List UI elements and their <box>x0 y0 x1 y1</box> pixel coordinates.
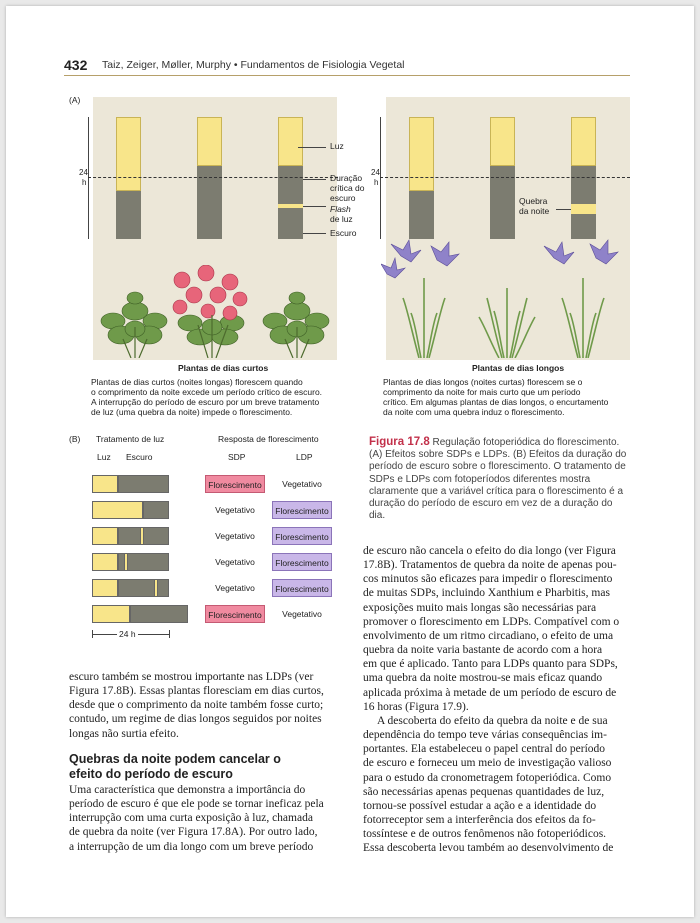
heading-line: efeito do período de escuro <box>69 767 233 781</box>
page-number: 432 <box>64 57 88 73</box>
dark-segment <box>143 501 169 519</box>
text-line: desde que o comprimento da noite também fosse curto; <box>69 699 324 712</box>
critical-dark-line-left <box>88 177 338 178</box>
critical-dark-line-right <box>380 177 630 178</box>
ldp-plant-flowering <box>381 238 467 358</box>
legend-luz: Luz <box>330 141 344 151</box>
text-line: interrupção com uma curta exposição à luz, chamada <box>69 812 313 825</box>
left-paragraph-2 <box>69 783 324 854</box>
section-heading <box>69 752 281 782</box>
text-line: período de escuro é que ele pode se tornar ineficaz pela <box>69 798 324 811</box>
running-header <box>64 57 630 76</box>
light-period <box>197 117 222 166</box>
legend-flash: Flash <box>330 204 351 214</box>
text-line: envolvimento de um ritmo circadiano, o efeito de uma <box>363 629 614 642</box>
text-line: Figura 17.8B). Essas plantas floresciam em dias curtos, <box>69 685 324 698</box>
light-period <box>116 117 141 191</box>
text-line: A descoberta do efeito da quebra da noite e de sua <box>377 714 608 727</box>
legend-duracao-1: Duração <box>330 173 363 183</box>
text-line: de escuro não cancela o efeito do dia longo (ver Figura <box>363 545 616 557</box>
leader-luz <box>298 147 326 148</box>
text-line: de muitas SDPs, incluindo Xanthium e Pharbitis, mas <box>363 587 610 600</box>
text-line: em que é aplicado. Tanto para LDPs quanto para SDPs, <box>363 658 618 671</box>
dark-period <box>116 191 141 239</box>
text-line: tossíntese e de outros fenômenos não fotoperiódicos. <box>363 828 607 841</box>
legend-b-luz: Luz <box>97 452 111 462</box>
figure-caption <box>369 436 631 522</box>
long-day-caption-2: comprimento da noite for mais curto que um período <box>383 387 581 397</box>
light-segment <box>92 553 118 571</box>
text-line: exposições muito mais longas são necessárias para <box>363 601 597 614</box>
row-6-sdp: Florescimento <box>205 605 265 623</box>
text-line: dependência do tempo teve várias consequências im- <box>363 729 607 742</box>
scale-label: 24 h <box>119 629 136 639</box>
text-line: promover o florescimento em LDPs. Compatível com o <box>363 615 620 628</box>
text-line: de escuro e forneceu um meio de investigação valioso <box>363 757 612 770</box>
running-title: Taiz, Zeiger, Møller, Murphy • Fundamentos de Fisiologia Vegetal <box>102 59 405 71</box>
text-line: tornou-se possível estudar a ação e a identidade do <box>363 799 597 812</box>
text-line: longas não surtia efeito. <box>69 727 179 740</box>
legend-quebra-1: Quebra <box>519 196 548 206</box>
row-3-ldp: Florescimento <box>272 527 332 545</box>
row-2-ldp: Florescimento <box>272 501 332 519</box>
text-line: portantes. Ela estabeleceu o papel central do período <box>363 743 606 756</box>
row-1-sdp: Florescimento <box>205 475 265 493</box>
row-6-ldp: Vegetativo <box>282 609 322 619</box>
scale-tick-right <box>169 630 170 638</box>
legend-b-escuro: Escuro <box>126 452 153 462</box>
long-day-caption-1: Plantas de dias longos (noites curtas) florescem se o <box>383 377 583 387</box>
legend-quebra-2: da noite <box>519 206 550 216</box>
col-sdp: SDP <box>228 452 246 462</box>
text-line: Uma característica que demonstra a importância do <box>69 784 306 796</box>
text-line: Essa descoberta levou também ao desenvolvimento de <box>363 842 614 855</box>
light-flash <box>278 204 303 208</box>
night-break-segment <box>124 553 128 571</box>
long-day-caption-3: crítico. Em algumas plantas de dias longos, o encurtamento <box>383 397 609 407</box>
leader-escuro <box>303 233 326 234</box>
treatment-header: Tratamento de luz <box>96 434 165 444</box>
text-line: a interrupção de um dia longo com um breve período <box>69 840 314 853</box>
scale-tick-left <box>92 630 93 638</box>
legend-duracao-3: escuro <box>330 193 356 203</box>
short-day-caption-1: Plantas de dias curtos (noites longas) florescem quando <box>91 377 303 387</box>
short-day-caption-3: A interrupção do período de escuro por um breve tratamento <box>91 397 320 407</box>
night-break <box>571 204 596 214</box>
response-header: Resposta de florescimento <box>218 434 319 444</box>
light-segment <box>92 527 118 545</box>
axis-24-right: 24 <box>371 168 380 177</box>
light-period <box>571 117 596 166</box>
short-day-caption-2: o comprimento da noite excede um período crítico de escuro. <box>91 387 323 397</box>
row-2-sdp: Vegetativo <box>215 505 255 515</box>
row-4-sdp: Vegetativo <box>215 557 255 567</box>
dark-segment <box>118 475 169 493</box>
axis-h-left: h <box>82 178 87 187</box>
light-period <box>278 117 303 166</box>
text-line: escuro também se mostrou importante nas LDPs (ver <box>69 671 314 683</box>
axis-24-left: 24 <box>79 168 88 177</box>
ldp-plant-night-break <box>540 238 626 358</box>
text-line: de quebra da noite (ver Figura 17.8A). Por outro lado, <box>69 826 318 839</box>
right-column-text <box>363 544 619 855</box>
row-5-sdp: Vegetativo <box>215 583 255 593</box>
sdp-plant-flowering <box>170 265 255 358</box>
sdp-plant-vegetative <box>95 283 175 358</box>
text-line: cos minutos são eficazes para impedir o florescimento <box>363 573 613 586</box>
axis-h-right: h <box>374 178 379 187</box>
panel-b-letter: (B) <box>69 434 81 444</box>
leader-duracao <box>303 179 326 180</box>
text-line: 17.8B). Tratamentos de quebra da noite de apenas pou- <box>363 559 617 572</box>
leader-quebra <box>556 209 571 210</box>
text-line: aplicada próxima à metade de um período de escuro de <box>363 686 617 699</box>
row-3-sdp: Vegetativo <box>215 531 255 541</box>
axis-24h-right <box>380 117 381 239</box>
text-line: para o estudo da cronometragem fotoperiódica. Como <box>363 771 612 784</box>
col-ldp: LDP <box>296 452 313 462</box>
long-day-caption-4: da noite com uma quebra induz o florescimento. <box>383 407 565 417</box>
legend-flash-2: de luz <box>330 214 353 224</box>
light-segment <box>92 605 130 623</box>
dark-segment <box>118 579 169 597</box>
long-day-title: Plantas de dias longos <box>472 363 565 373</box>
night-break-segment <box>154 579 158 597</box>
left-paragraph-1 <box>69 670 324 741</box>
figure-caption-text: Regulação fotoperiódica do florescimento. (A) Efeitos sobre SDPs e LDPs. (B) Efeitos da duração do período de escuro sobre o florescimento. O tratamento de SDPs e LDPs com fotoperíodos diferentes mostra claramente que a variável crítica para o florescimento é a duração do período de escuro em vez de a duração do dia. <box>369 437 627 522</box>
text-line: 16 horas (Figura 17.9). <box>363 700 469 713</box>
night-break-segment <box>140 527 144 545</box>
sdp-plant-night-break <box>257 283 337 358</box>
text-line: fotorreceptor sem a interferência dos efeitos da fo- <box>363 813 596 826</box>
axis-24h-left <box>88 117 89 239</box>
light-segment <box>92 475 118 493</box>
legend-duracao-2: crítica do <box>330 183 365 193</box>
row-4-ldp: Florescimento <box>272 553 332 571</box>
text-line: contudo, um regime de dias longos seguidos por noites <box>69 713 322 726</box>
row-1-ldp: Vegetativo <box>282 479 322 489</box>
panel-a-letter: (A) <box>69 95 81 105</box>
light-segment <box>92 579 118 597</box>
figure-label: Figura 17.8 <box>369 436 430 448</box>
short-day-title: Plantas de dias curtos <box>178 363 269 373</box>
dark-period <box>409 191 434 239</box>
dark-segment <box>130 605 188 623</box>
light-segment <box>92 501 143 519</box>
leader-flash <box>303 206 326 207</box>
row-5-ldp: Florescimento <box>272 579 332 597</box>
short-day-caption-4: de luz (uma quebra da noite) impede o florescimento. <box>91 407 293 417</box>
light-period <box>490 117 515 166</box>
legend-escuro: Escuro <box>330 228 357 238</box>
heading-line: Quebras da noite podem cancelar o <box>69 752 281 766</box>
text-line: uma quebra da noite mostrou-se mais eficaz quando <box>363 672 603 685</box>
ldp-plant-vegetative <box>467 263 547 358</box>
text-line: quebra da noite varia bastante de acordo com a hora <box>363 644 603 657</box>
text-line: são necessárias apenas pequenas quantidades de luz, <box>363 785 605 798</box>
light-period <box>409 117 434 191</box>
